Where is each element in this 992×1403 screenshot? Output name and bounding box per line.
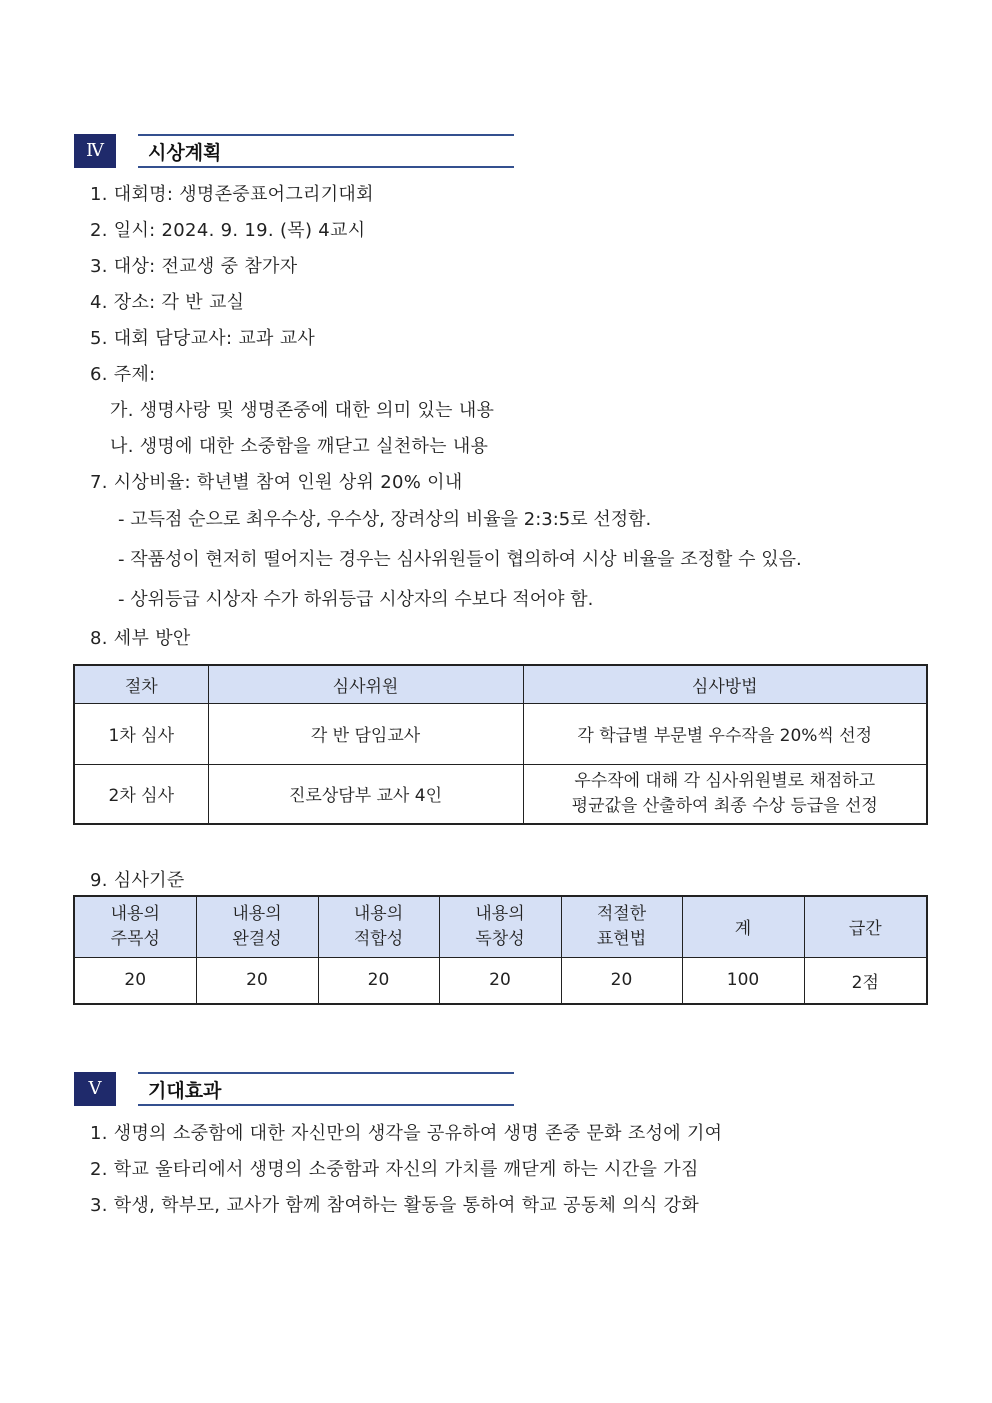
list-item: 8. 세부 방안 xyxy=(90,628,191,649)
table-cell: 2차 심사 xyxy=(74,764,208,824)
heading-rule-bottom xyxy=(138,166,514,168)
list-item: 4. 장소: 각 반 교실 xyxy=(90,292,245,313)
table-header-cell: 계 xyxy=(682,896,804,957)
table-header-cell xyxy=(439,896,561,957)
table-cell-line: 우수작에 대해 각 심사위원별로 채점하고 xyxy=(574,770,876,791)
table-cell: 진로상담부 교사 4인 xyxy=(208,764,523,824)
table-header-cell xyxy=(74,896,196,957)
topic-item: 나. 생명에 대한 소중함을 깨닫고 실천하는 내용 xyxy=(110,436,489,457)
table-header-cell: 급간 xyxy=(804,896,927,957)
table-header-cell: 심사위원 xyxy=(208,665,523,703)
table-cell: 20 xyxy=(74,957,196,1004)
header-line: 적합성 xyxy=(353,928,404,949)
header-line: 적절한 xyxy=(596,903,647,924)
table-cell-line: 평균값을 산출하여 최종 수상 등급을 선정 xyxy=(571,795,878,816)
section-5-heading xyxy=(74,1072,514,1106)
section-number: Ⅴ xyxy=(74,1072,116,1106)
award-note: - 상위등급 시상자 수가 하위등급 시상자의 수보다 적어야 함. xyxy=(118,589,594,610)
list-item: 9. 심사기준 xyxy=(90,870,185,891)
table-cell xyxy=(523,764,927,824)
list-item: 1. 생명의 소중함에 대한 자신만의 생각을 공유하여 생명 존중 문화 조성에 기여 xyxy=(90,1123,723,1144)
header-line: 완결성 xyxy=(232,928,282,949)
topic-item: 가. 생명사랑 및 생명존중에 대한 의미 있는 내용 xyxy=(110,400,495,421)
heading-rule-top xyxy=(138,1072,514,1074)
table-row xyxy=(74,957,927,1004)
table-row xyxy=(74,764,927,824)
section-title: 기대효과 xyxy=(148,1080,222,1102)
list-item: 6. 주제: xyxy=(90,364,156,385)
list-item: 7. 시상비율: 학년별 참여 인원 상위 20% 이내 xyxy=(90,472,463,493)
criteria-table xyxy=(73,895,928,1005)
header-line: 내용의 xyxy=(475,903,525,924)
table-header-cell: 심사방법 xyxy=(523,665,927,703)
table-cell: 각 학급별 부문별 우수작을 20%씩 선정 xyxy=(523,703,927,764)
table-cell: 2점 xyxy=(804,957,927,1004)
table-header-cell xyxy=(318,896,439,957)
list-item: 3. 대상: 전교생 중 참가자 xyxy=(90,256,298,277)
section-4-heading xyxy=(74,134,514,168)
table-header-cell xyxy=(196,896,318,957)
table-cell: 20 xyxy=(196,957,318,1004)
list-item: 2. 일시: 2024. 9. 19. (목) 4교시 xyxy=(90,220,366,241)
detail-table xyxy=(73,664,928,825)
table-row xyxy=(74,703,927,764)
list-item: 5. 대회 담당교사: 교과 교사 xyxy=(90,328,316,349)
header-line: 주목성 xyxy=(110,928,160,949)
header-line: 내용의 xyxy=(110,903,160,924)
header-line: 내용의 xyxy=(232,903,282,924)
table-cell: 각 반 담임교사 xyxy=(208,703,523,764)
list-item: 2. 학교 울타리에서 생명의 소중함과 자신의 가치를 깨닫게 하는 시간을 가짐 xyxy=(90,1159,699,1180)
list-item: 1. 대회명: 생명존중표어그리기대회 xyxy=(90,184,374,205)
table-cell: 20 xyxy=(318,957,439,1004)
table-header-cell xyxy=(561,896,682,957)
table-cell: 100 xyxy=(682,957,804,1004)
header-line: 내용의 xyxy=(353,903,404,924)
section-title: 시상계획 xyxy=(148,142,222,164)
table-header-cell: 절차 xyxy=(74,665,208,703)
header-line: 독창성 xyxy=(475,928,525,949)
list-item: 3. 학생, 학부모, 교사가 함께 참여하는 활동을 통하여 학교 공동체 의식 강화 xyxy=(90,1195,700,1216)
heading-rule-bottom xyxy=(138,1104,514,1106)
table-header-row xyxy=(74,896,927,957)
table-cell: 20 xyxy=(561,957,682,1004)
award-note: - 고득점 순으로 최우수상, 우수상, 장려상의 비율을 2:3:5로 선정함. xyxy=(118,509,652,530)
table-header-row xyxy=(74,665,927,703)
table-cell: 20 xyxy=(439,957,561,1004)
award-note: - 작품성이 현저히 떨어지는 경우는 심사위원들이 협의하여 시상 비율을 조정할 수 있음. xyxy=(118,549,802,570)
heading-rule-top xyxy=(138,134,514,136)
section-number: Ⅳ xyxy=(74,134,116,168)
table-cell: 1차 심사 xyxy=(74,703,208,764)
header-line: 표현법 xyxy=(596,928,647,949)
